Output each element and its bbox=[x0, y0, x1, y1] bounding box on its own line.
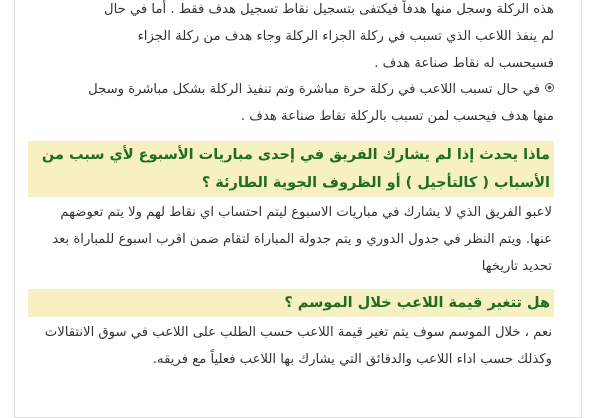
paragraph-line: فسيحسب له نقاط صناعة هدف . bbox=[374, 56, 554, 71]
faq-item-postponed-match bbox=[28, 141, 554, 280]
answer-line: نعم ، خلال الموسم سوف يتم تغير قيمة اللاعب حسب الطلب على اللاعب في سوق الانتقالات bbox=[44, 325, 552, 340]
faq-answer bbox=[28, 199, 554, 280]
faq-question: ماذا يحدث إذا لم يشارك الفريق في إحدى مباريات الأسبوع لأي سبب من الأسباب ( كالتأجيل ) أو الظروف الجوية الطارئة ؟ bbox=[28, 141, 554, 197]
paragraph-line: هذه الركلة وسجل منها هدفاً فيكتفى بتسجيل نقاط تسجيل هدف فقط . أما في حال bbox=[104, 2, 554, 17]
faq-item-player-value bbox=[28, 289, 554, 373]
faq-answer bbox=[28, 319, 554, 373]
bullet-line: في حال تسبب اللاعب في ركلة حرة مباشرة وتم تنفيذ الركلة بشكل مباشرة وسجل bbox=[28, 76, 554, 103]
penalty-rules-section bbox=[28, 0, 554, 77]
answer-line: تحديد تاريخها bbox=[481, 259, 552, 274]
answer-line: لاعبو الفريق الذي لا يشارك في مباريات الاسبوع ليتم احتساب اي نقاط لهم ولا يتم تعوضهم bbox=[60, 205, 552, 220]
free-kick-bullet bbox=[28, 76, 554, 130]
answer-line: وكذلك حسب اداء اللاعب والدقائق التي يشارك بها اللاعب فعلياً مع فريقه. bbox=[152, 352, 552, 367]
answer-line: عنها. ويتم النظر في جدول الدوري و يتم جدولة المباراة لتقام ضمن اقرب اسبوع للمباراة بعد bbox=[52, 232, 552, 247]
faq-question: هل تتغير قيمة اللاعب خلال الموسم ؟ bbox=[28, 289, 554, 317]
bullet-line: منها هدف فيحسب لمن تسبب بالركلة نقاط صناعة هدف . bbox=[240, 109, 554, 124]
paragraph-line: لم ينفذ اللاعب الذي تسبب في ركلة الجزاء الركلة وجاء هدف من ركلة الجزاء bbox=[137, 29, 554, 44]
radio-bullet-icon bbox=[545, 83, 554, 92]
